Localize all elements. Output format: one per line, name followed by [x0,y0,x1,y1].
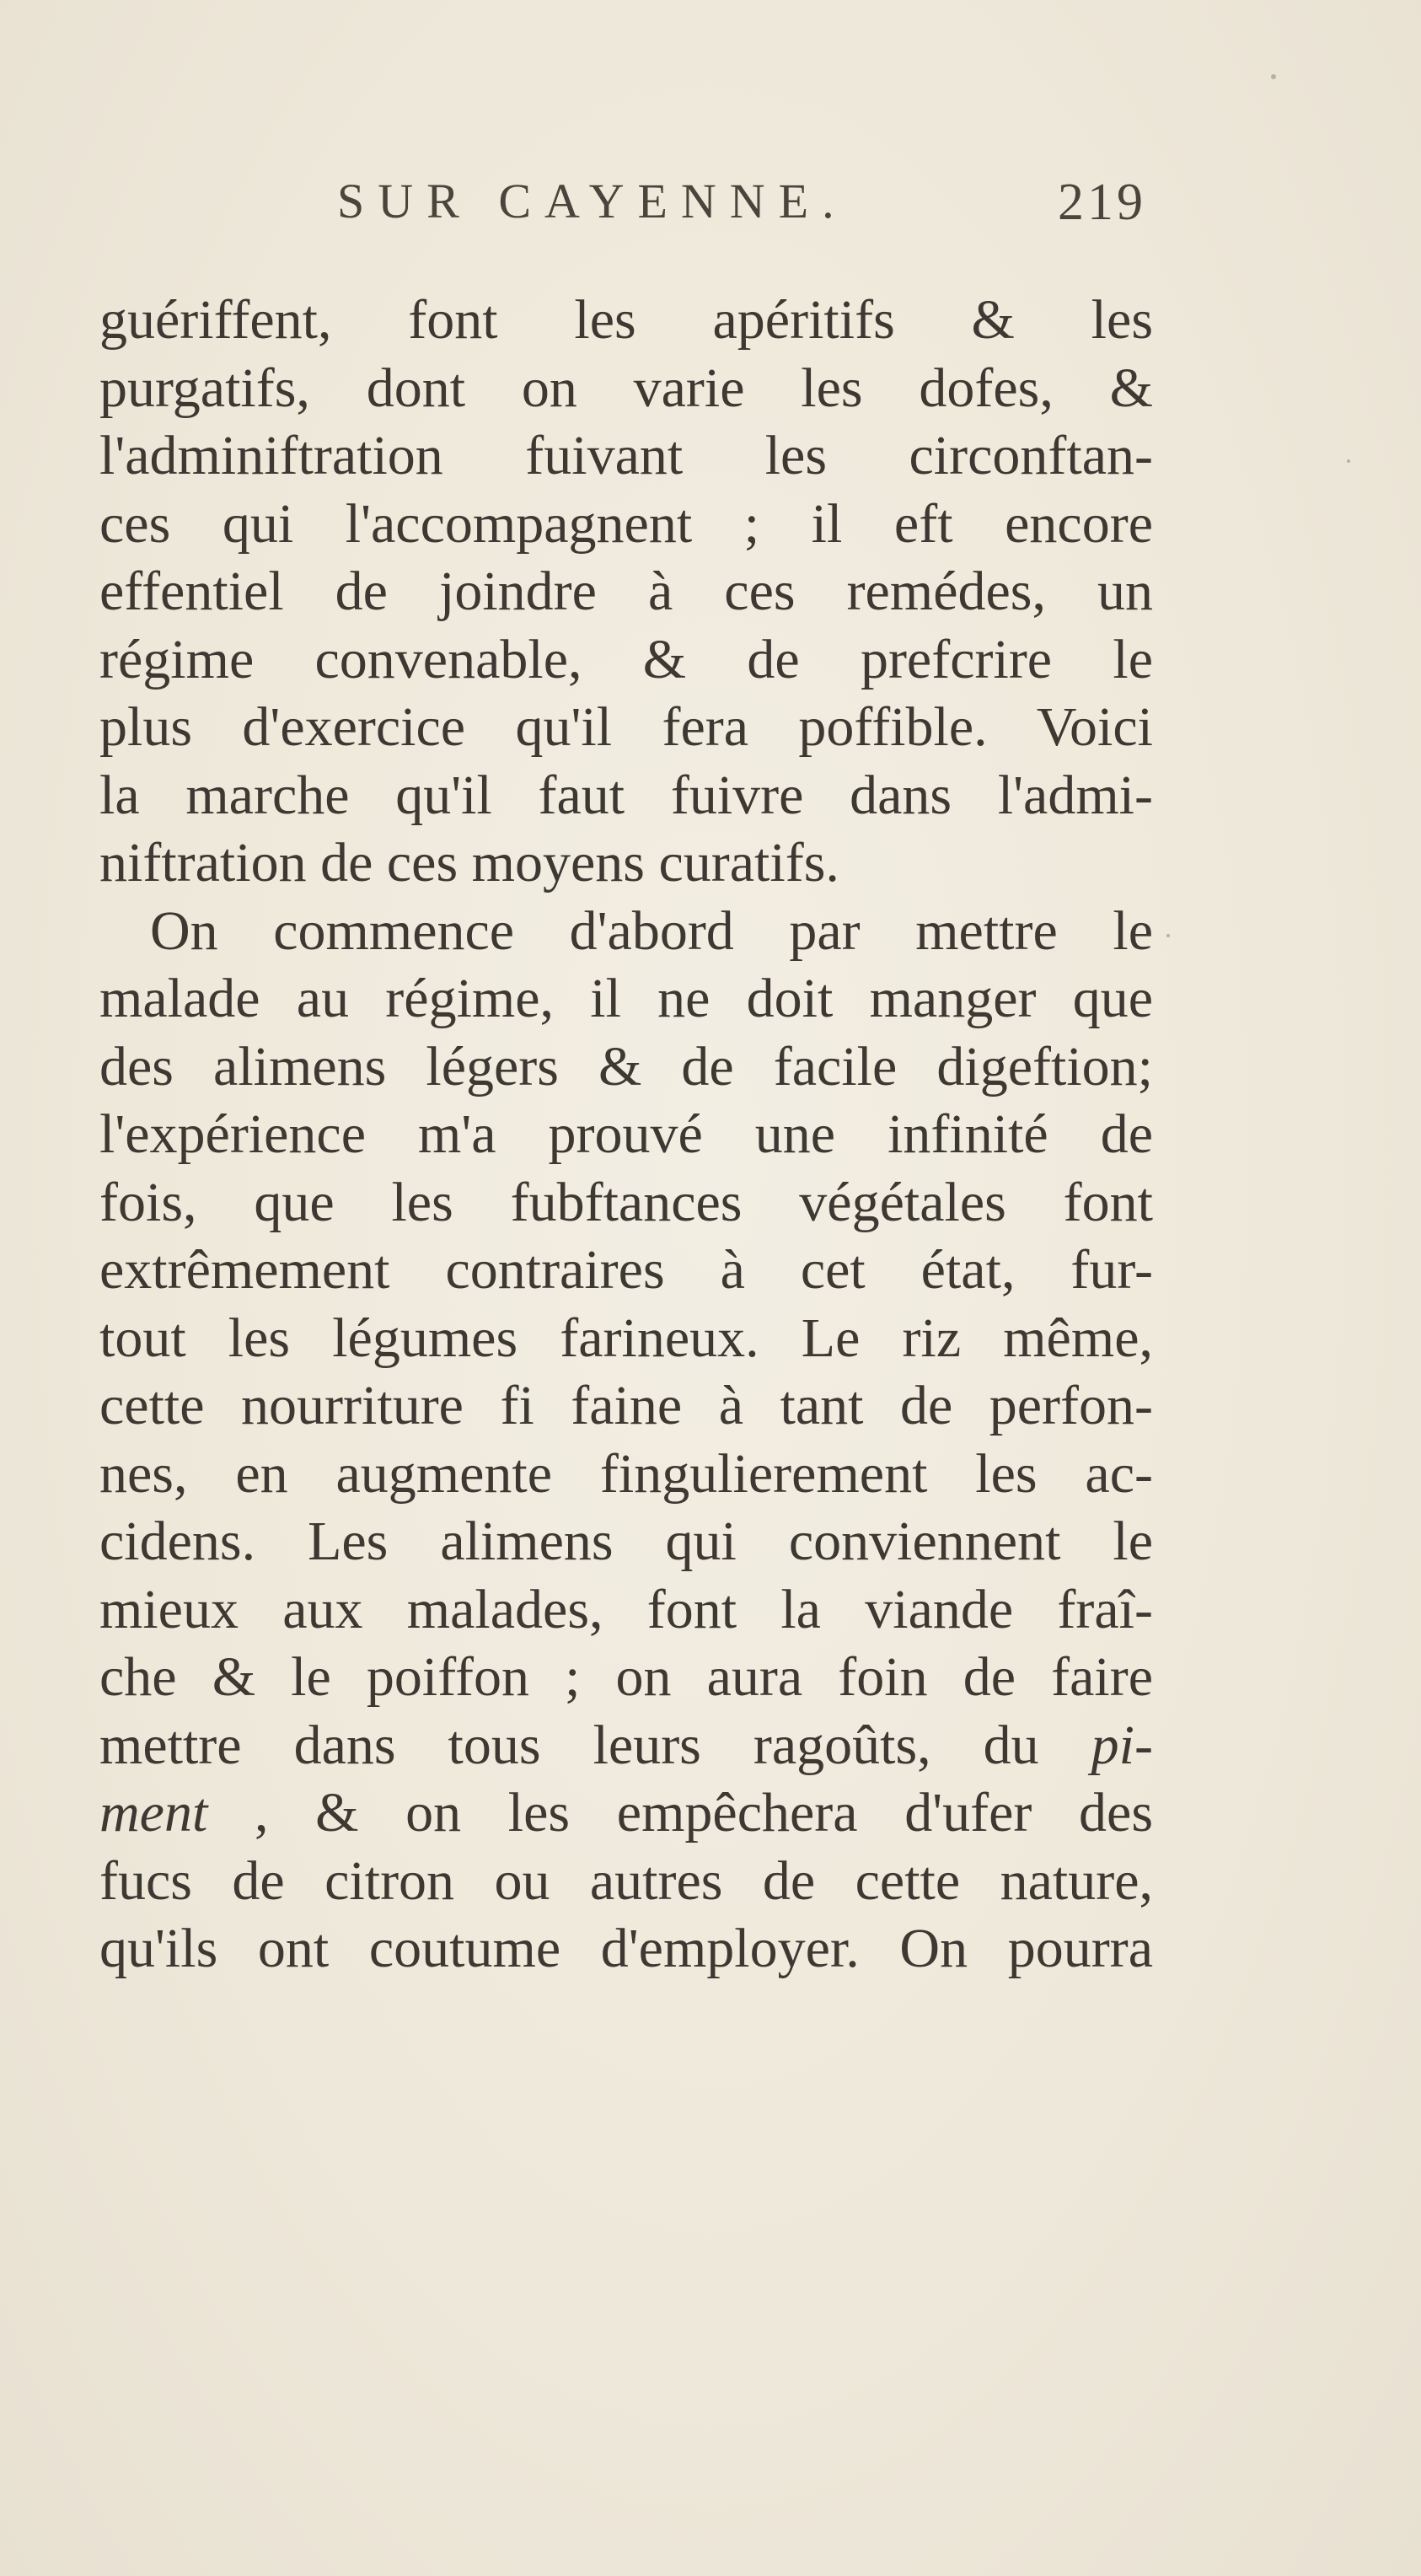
body-text [99,287,1153,1983]
running-head: SUR CAYENNE. [337,174,848,228]
italic-word: pi- [1091,1714,1153,1776]
text-line: l'expérience m'a prouvé une infinité de [99,1103,1153,1165]
text-line: che & le poiffon ; on aura foin de faire [99,1646,1153,1708]
text-line: fucs de citron ou autres de cette nature, [99,1849,1153,1912]
text-line: mieux aux malades, font la viande fraî- [99,1578,1153,1640]
text-line: l'adminiftration fuivant les circonftan- [99,425,1153,486]
text-line: cette nourriture fi faine à tant de perfon- [99,1375,1153,1436]
text-line: des alimens légers & de facile digeftion; [99,1035,1153,1097]
italic-word: ment [99,1782,208,1843]
text-line: On commence d'abord par mettre le [150,899,1153,962]
paper-speck [1347,459,1350,463]
text-line: tout les légumes farineux. Le riz même, [99,1307,1153,1369]
page-header [337,173,1146,240]
text-line: plus d'exercice qu'il fera poffible. Voici [99,696,1153,758]
text-line: extrêmement contraires à cet état, fur- [99,1239,1153,1301]
text-line: qu'ils ont coutume d'employer. On pourra [99,1918,1153,1979]
paper-speck [1166,934,1170,937]
text-line: ces qui l'accompagnent ; il eft encore [99,492,1153,555]
text-line [99,1779,1153,1848]
page-number: 219 [1058,174,1146,231]
text-line: malade au régime, il ne doit manger que [99,968,1153,1029]
text-segment: , & on les empêchera d'ufer des [254,1782,1154,1843]
text-line: nes, en augmente fingulierement les ac- [99,1442,1153,1505]
text-line [99,1712,1153,1780]
text-line: effentiel de joindre à ces remédes, un [99,561,1153,622]
text-line: purgatifs, dont on varie les dofes, & [99,357,1153,419]
text-segment: mettre dans tous leurs ragoûts, du [99,1714,1039,1776]
paper-speck [1271,74,1276,79]
text-line: niftration de ces moyens curatifs. [99,832,839,894]
text-line: régime convenable, & de prefcrire le [99,628,1153,690]
text-line: guériffent, font les apéritifs & les [99,289,1153,351]
text-line: la marche qu'il faut fuivre dans l'admi- [99,764,1153,826]
text-line: fois, que les fubftances végétales font [99,1171,1153,1233]
text-line: cidens. Les alimens qui conviennent le [99,1511,1153,1572]
